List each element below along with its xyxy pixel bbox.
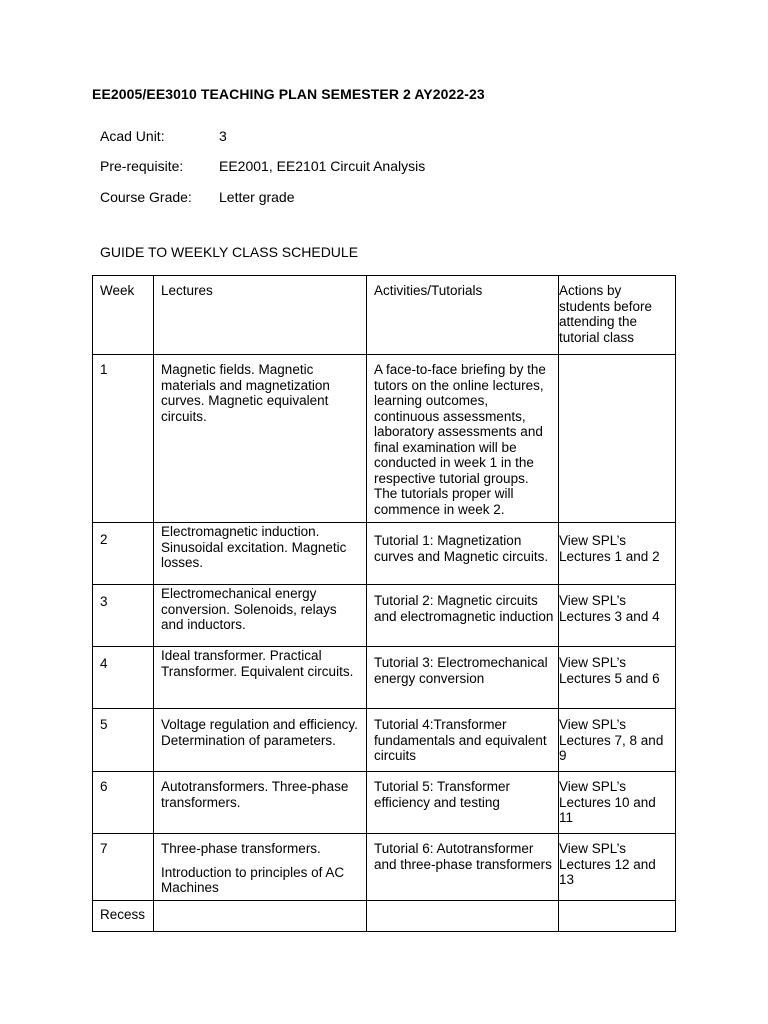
actions-cell: View SPL’s Lectures 3 and 4 [559, 593, 660, 624]
table-row [93, 772, 676, 834]
table-row [93, 523, 676, 585]
week-cell: 4 [100, 656, 108, 671]
lectures-cell [154, 901, 366, 908]
week-cell: 6 [100, 779, 108, 794]
actions-cell: View SPL’s Lectures 12 and 13 [559, 841, 656, 887]
activities-cell: Tutorial 2: Magnetic circuits and electromagnetic induction [374, 593, 554, 624]
activities-cell: Tutorial 3: Electromechanical energy conversion [374, 655, 548, 686]
activities-cell [367, 901, 558, 908]
header-actions: Actions by students before attending the tutorial class [559, 283, 653, 345]
table-row [93, 585, 676, 647]
activities-cell: Tutorial 5: Transformer efficiency and testing [374, 779, 511, 810]
table-row [93, 647, 676, 709]
lectures-cell [154, 834, 366, 896]
actions-cell [559, 355, 675, 362]
week-cell: 3 [100, 594, 108, 609]
week-cell: 5 [100, 717, 108, 732]
weekly-schedule-table [92, 275, 676, 932]
week-cell: 1 [100, 362, 108, 377]
actions-cell: View SPL’s Lectures 10 and 11 [559, 779, 656, 825]
activities-cell: Tutorial 4:Transformer fundamentals and equivalent circuits [374, 717, 547, 763]
table-row [93, 834, 676, 901]
lectures-cell: Ideal transformer. Practical Transformer. Equivalent circuits. [161, 648, 354, 679]
activities-cell: Tutorial 1: Magnetization curves and Magnetic circuits. [374, 533, 549, 564]
document-title: EE2005/EE3010 TEACHING PLAN SEMESTER 2 AY2022-23 [92, 86, 485, 102]
activities-cell: Tutorial 6: Autotransformer and three-phase transformers [374, 841, 552, 872]
lectures-cell: Electromechanical energy conversion. Solenoids, relays and inductors. [161, 586, 337, 632]
actions-cell: View SPL’s Lectures 5 and 6 [559, 655, 660, 686]
actions-cell [559, 901, 675, 908]
table-header-row [93, 276, 676, 355]
table-row [93, 709, 676, 772]
week-cell: Recess [100, 907, 146, 922]
lectures-cell: Autotransformers. Three-phase transformers. [161, 779, 349, 810]
info-value: 3 [219, 128, 227, 144]
schedule-heading: GUIDE TO WEEKLY CLASS SCHEDULE [100, 244, 359, 260]
lectures-cell: Magnetic fields. Magnetic materials and magnetization curves. Magnetic equivalent circuits. [161, 362, 330, 424]
info-value: EE2001, EE2101 Circuit Analysis [219, 158, 426, 174]
info-label: Course Grade: [100, 189, 192, 205]
info-value: Letter grade [219, 189, 295, 205]
info-label: Pre-requisite: [100, 158, 184, 174]
header-lectures: Lectures [161, 283, 213, 298]
header-week: Week [100, 283, 135, 298]
table-row [93, 901, 676, 932]
info-label: Acad Unit: [100, 128, 165, 144]
lectures-cell: Voltage regulation and efficiency. Determination of parameters. [161, 717, 358, 748]
lectures-text-extra: Introduction to principles of AC Machines [161, 864, 345, 895]
week-cell: 7 [100, 841, 108, 856]
table-row [93, 355, 676, 523]
header-activities: Activities/Tutorials [374, 283, 483, 298]
lectures-cell: Electromagnetic induction. Sinusoidal excitation. Magnetic losses. [161, 524, 347, 570]
actions-cell: View SPL’s Lectures 7, 8 and 9 [559, 717, 664, 763]
actions-cell: View SPL’s Lectures 1 and 2 [559, 533, 660, 564]
lectures-text: Three-phase transformers. [161, 841, 321, 856]
week-cell: 2 [100, 532, 108, 547]
activities-cell: A face-to-face briefing by the tutors on the online lectures, learning outcomes, continuous assessments, laboratory assessments and final examination will be conducted in week 1 in the respective tutorial groups. The tutorials proper will commence in week 2. [374, 362, 546, 517]
